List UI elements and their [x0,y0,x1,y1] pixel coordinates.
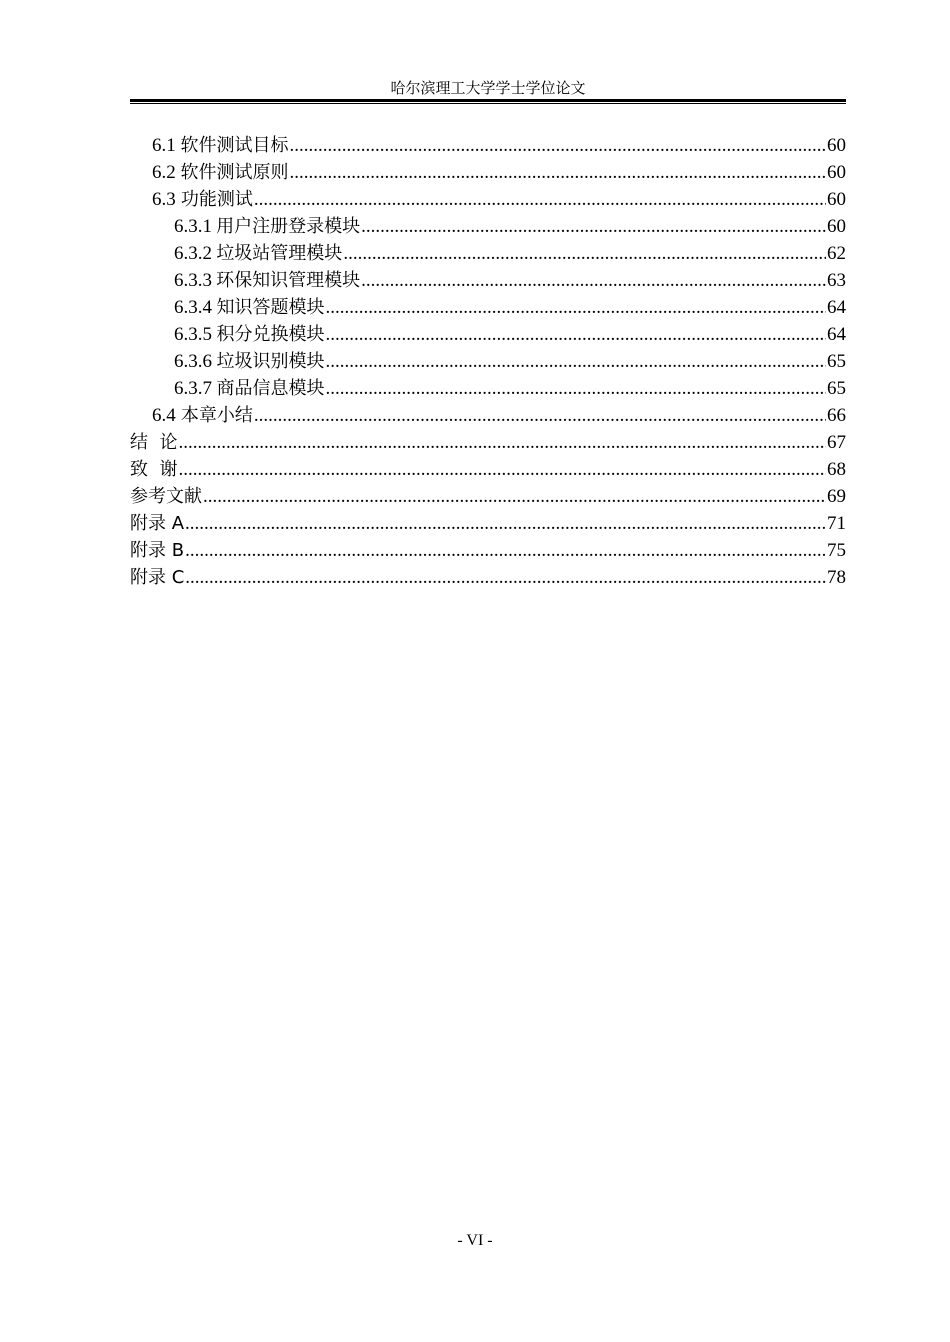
toc-entry[interactable] [130,483,846,510]
toc-entry-title: 结 论 [130,432,178,453]
toc-entry[interactable] [130,348,846,375]
toc-entry[interactable] [130,240,846,267]
toc-entry-title: 软件测试原则 [180,162,289,183]
toc-entry-title: 知识答题模块 [216,297,325,318]
toc-entry-number: 6.3.2 [174,243,212,264]
toc-entry[interactable] [130,213,846,240]
toc-entry-page: 66 [827,405,846,426]
toc-entry[interactable] [130,132,846,159]
toc-entry-page: 62 [827,243,846,264]
page-number: - VI - [457,1232,493,1249]
toc-entry-number: 6.3.4 [174,297,212,318]
toc-dot-leader [185,510,826,537]
toc-dot-leader [203,483,826,510]
toc-entry-title: 垃圾站管理模块 [216,243,343,264]
toc-dot-leader [361,213,826,240]
toc-entry-title: 附录 A [130,513,185,534]
toc-entry[interactable] [130,321,846,348]
toc-entry[interactable] [130,267,846,294]
toc-entry-title: 商品信息模块 [216,378,325,399]
running-header: 哈尔滨理工大学学士学位论文 [390,79,586,97]
toc-entry[interactable] [130,456,846,483]
toc-dot-leader [325,348,826,375]
toc-entry-number: 6.4 [152,405,176,426]
toc-entry-number: 6.3.6 [174,351,212,372]
toc-dot-leader [178,456,826,483]
toc-dot-leader [325,321,826,348]
toc-entry-page: 60 [827,135,846,156]
toc-entry[interactable] [130,564,846,591]
toc-dot-leader [290,159,826,186]
toc-entry-page: 64 [827,324,846,345]
toc-entry-page: 75 [827,540,846,561]
toc-entry-title: 积分兑换模块 [216,324,325,345]
toc-entry[interactable] [130,186,846,213]
toc-dot-leader [290,132,826,159]
toc-entry-page: 63 [827,270,846,291]
toc-entry-number: 6.3.1 [174,216,212,237]
toc-dot-leader [254,186,826,213]
toc-entry[interactable] [130,294,846,321]
toc-entry-title: 本章小结 [180,405,253,426]
toc-dot-leader [343,240,826,267]
toc-entry-page: 60 [827,162,846,183]
toc-entry-page: 78 [827,567,846,588]
toc-entry-page: 68 [827,459,846,480]
toc-entry[interactable] [130,510,846,537]
toc-entry[interactable] [130,159,846,186]
toc-entry-number: 6.3.3 [174,270,212,291]
toc-entry-title: 附录 B [130,540,185,561]
toc-entry-title: 环保知识管理模块 [216,270,361,291]
toc-dot-leader [325,294,826,321]
toc-entry-title: 软件测试目标 [180,135,289,156]
toc-dot-leader [185,564,826,591]
toc-entry[interactable] [130,537,846,564]
toc-entry-page: 60 [827,189,846,210]
toc-dot-leader [325,375,826,402]
toc-entry-page: 67 [827,432,846,453]
header-rule-thin [130,103,846,104]
toc-entry-page: 65 [827,351,846,372]
toc-entry[interactable] [130,402,846,429]
toc-entry-page: 71 [827,513,846,534]
toc-dot-leader [185,537,826,564]
toc-entry-title: 参考文献 [130,486,202,507]
toc-entry-title: 垃圾识别模块 [216,351,325,372]
toc-entry-title: 用户注册登录模块 [216,216,361,237]
toc-dot-leader [361,267,826,294]
header-double-rule [130,99,846,105]
toc-dot-leader [254,402,826,429]
toc-entry-title: 附录 C [130,567,185,588]
toc-entry-page: 65 [827,378,846,399]
toc-entry-page: 60 [827,216,846,237]
toc-entry-number: 6.3 [152,189,176,210]
table-of-contents [130,132,846,591]
toc-entry-title: 致 谢 [130,459,178,480]
header-rule-thick [130,99,846,102]
toc-entry-number: 6.2 [152,162,176,183]
toc-entry-title: 功能测试 [180,189,253,210]
toc-entry-number: 6.3.7 [174,378,212,399]
toc-entry[interactable] [130,429,846,456]
toc-entry-page: 64 [827,297,846,318]
toc-entry-number: 6.1 [152,135,176,156]
toc-entry-page: 69 [827,486,846,507]
toc-entry[interactable] [130,375,846,402]
toc-dot-leader [178,429,826,456]
toc-entry-number: 6.3.5 [174,324,212,345]
